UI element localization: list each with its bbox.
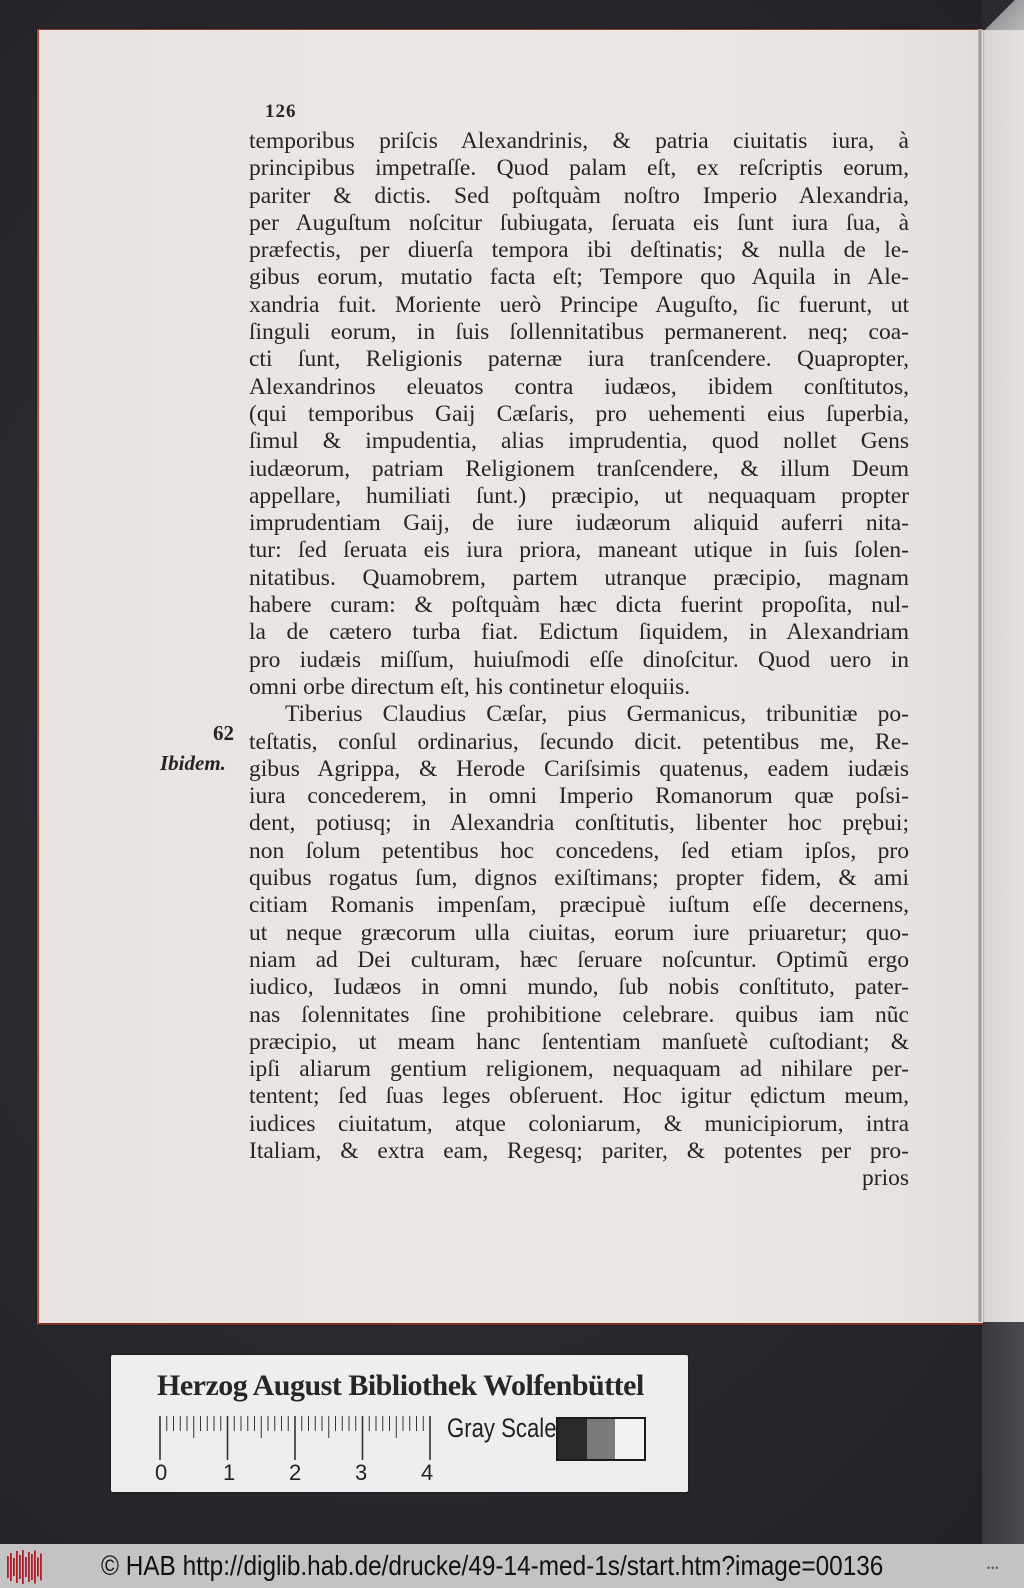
text-line: quibus rogatus ſum, dignos exiſtimans; propter fidem, & ami [249,865,909,892]
text-line: cti ſunt, Religionis paternæ iura tranſcendere. Quapropter, [249,346,909,373]
text-line: iudæorum, patriam Religionem tranſcendere, & illum Deum [249,455,909,482]
text-line: niam ad Dei culturam, hæc ſeruare noſcuntur. Optimũ ergo [249,946,909,973]
hab-logo-icon [5,1549,45,1585]
text-line: præcipio, ut meam hanc ſententiam manſuetè cuſtodiant; & [249,1028,909,1055]
text-line: tur: ſed ſeruata eis iura priora, maneant utique in ſuis ſolen- [249,537,909,564]
text-line: iudico, Iudæos in omni mundo, ſub nobis conſtituto, pater- [249,974,909,1001]
swatch-light [615,1419,644,1459]
ruler-icon [159,1416,431,1466]
ruler-label-0: 0 [155,1460,168,1485]
text-line: Tiberius Claudius Cæſar, pius Germanicus, tribunitiæ po- [285,701,909,728]
text-line: pro iudæis miſſum, huiuſmodi eſſe dinoſcitur. Quod uero in [249,646,909,673]
margin-note: Ibidem. [160,751,226,775]
swatch-mid [587,1419,616,1459]
text-line: iudices ciuitatum, atque coloniarum, & municipiorum, intra [249,1110,909,1137]
text-line: habere curam: & poſtquàm hæc dicta fuerint propoſita, nul- [249,592,909,619]
text-line: ſinguli eorum, in ſuis ſollennitatibus permanerent. neq; coa- [249,319,909,346]
text-line: iura concederem, in omni Imperio Romanorum quæ poſsi- [249,783,909,810]
text-line: imprudentiam Gaij, de iure iudæorum aliquid auferri nita- [249,510,909,537]
text-line: per Auguſtum noſcitur ſubiugata, ſeruata eis ſunt iura ſua, à [249,209,909,236]
text-line: Italiam, & extra eam, Regesq; pariter, & potentes per pro- [249,1137,909,1164]
text-line: dent, potiusq; in Alexandria conſtitutis, libenter hoc prębui; [249,810,909,837]
text-line: præfectis, per diuerſa tempora ibi deſtinatis; & nulla de le- [249,237,909,264]
text-line: xandria fuit. Moriente uerò Principe Auguſto, ſic fuerunt, ut [249,291,909,318]
swatch-dark [558,1419,587,1459]
text-line: ſimul & impudentia, alias imprudentia, quod nollet Gens [249,428,909,455]
margin-section-number: 62 [213,721,234,745]
text-line: nitatibus. Quamobrem, partem utranque præcipio, magnam [249,564,909,591]
color-scale-card [111,1355,688,1492]
footer-bar [0,1544,1024,1588]
text-line: teſtatis, conſul ordinarius, ſecundo dicit. petentibus me, Re- [249,728,909,755]
text-line: (qui temporibus Gaij Cæſaris, pro uehementi eius ſuperbia, [249,400,909,427]
text-line: ipſi aliarum gentium religionem, nequaquam ad nihilare per- [249,1056,909,1083]
text-line: temporibus priſcis Alexandrinis, & patria ciuitatis iura, à [249,128,909,154]
text-line: la de cætero turba fiat. Edictum ſiquidem, in Alexandriam [249,619,909,646]
catchword: prios [862,1165,909,1192]
grayscale-label: Gray Scale [447,1413,557,1443]
text-line: pariter & dictis. Sed poſtquàm noſtro Imperio Alexandria, [249,182,909,209]
text-line: citiam Romanis impenſam, præcipuè iuſtum eſſe decernens, [249,892,909,919]
ruler-label-4: 4 [421,1460,434,1485]
text-line: gibus eorum, mutatio facta eſt; Tempore quo Aquila in Ale- [249,264,909,291]
text-line: non ſolum petentibus hoc concedens, ſed etiam ipſos, pro [249,837,909,864]
text-line: ut neque græcorum ulla ciuitas, eorum iure priuaretur; quo- [249,919,909,946]
page-text [249,128,909,1193]
ruler-label-2: 2 [289,1460,302,1485]
facing-page-corner [982,0,1024,30]
library-name: Herzog August Bibliothek Wolfenbüttel [157,1369,644,1402]
page-number: 126 [265,101,297,122]
ruler-label-3: 3 [355,1460,368,1485]
facing-page-edge [982,30,1024,1322]
ruler-label-1: 1 [223,1460,236,1485]
more-options-icon[interactable]: ••• [987,1563,1000,1573]
text-line: principibus impetraſſe. Quod palam eſt, ex reſcriptis eorum, [249,155,909,182]
text-line: omni orbe directum eſt, his continetur eloquiis. [249,673,691,700]
text-line: appellare, humiliati ſunt.) præcipio, ut nequaquam propter [249,482,909,509]
facing-page-shadow [982,1322,1024,1544]
text-line: gibus Agrippa, & Herode Cariſsimis quatenus, eadem iudæis [249,755,909,782]
source-url-link[interactable]: © HAB http://diglib.hab.de/drucke/49-14-med-1s/start.htm?image=00136 [101,1550,884,1581]
text-line: Alexandrinos eleuatos contra iudæos, ibidem conſtitutos, [249,373,909,400]
text-line: tentent; ſed ſuas leges obſeruent. Hoc igitur ędictum meum, [249,1083,909,1110]
page-gutter [978,29,982,1322]
grayscale-swatches [556,1417,646,1461]
text-line: nas ſolennitates ſine prohibitione celebrare. quibus iam nũc [249,1001,909,1028]
